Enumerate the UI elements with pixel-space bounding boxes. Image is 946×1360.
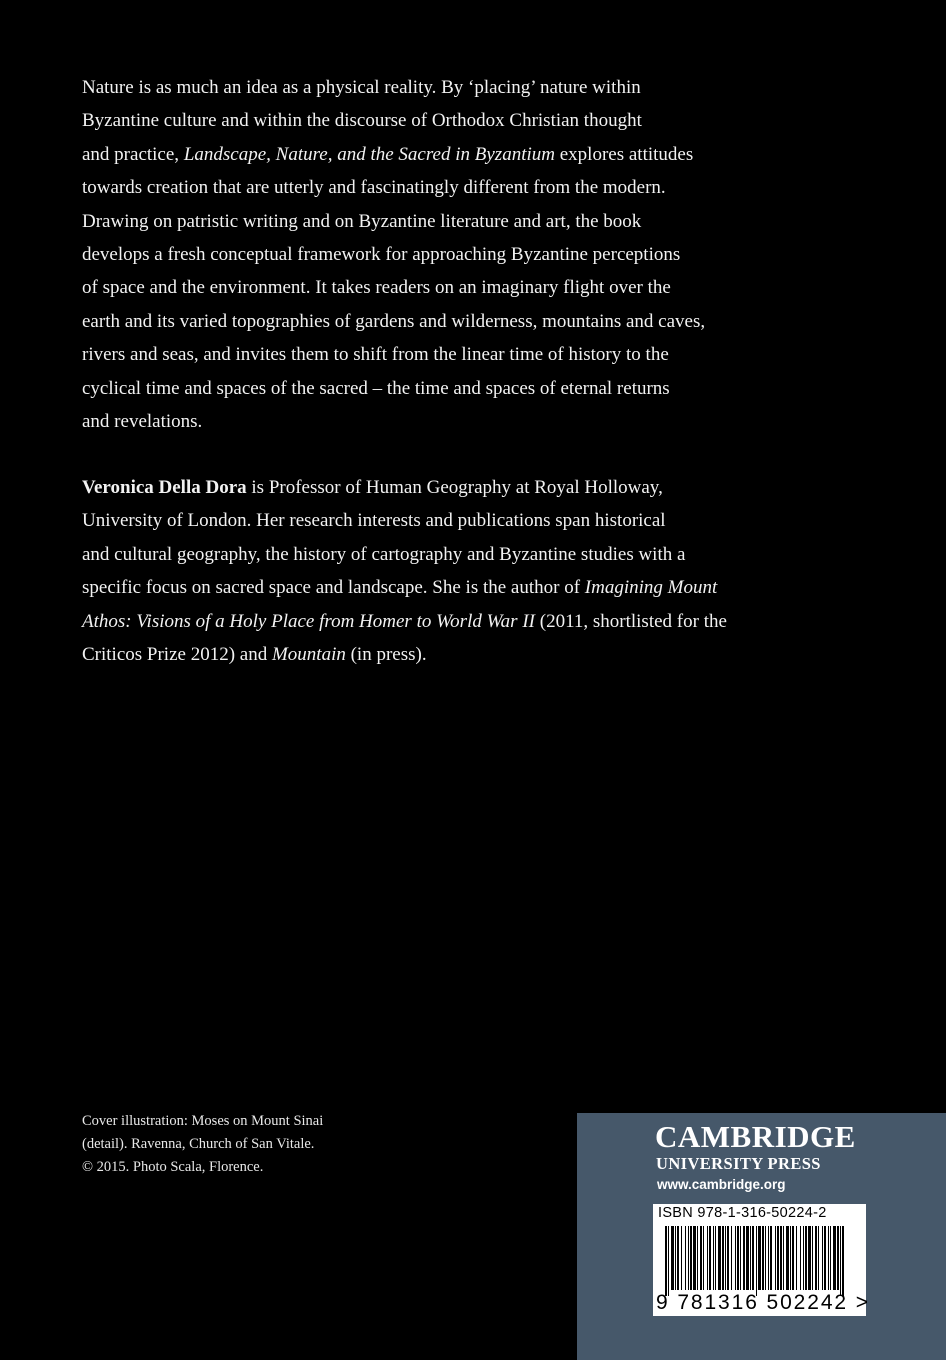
- barcode-bar: [815, 1226, 817, 1290]
- credit-line: (detail). Ravenna, Church of San Vitale.: [82, 1136, 315, 1152]
- barcode-bar: [770, 1226, 772, 1290]
- publisher-subtitle: UNIVERSITY PRESS: [656, 1154, 821, 1173]
- barcode-bar: [668, 1226, 669, 1296]
- barcode-bar: [690, 1226, 692, 1290]
- barcode-bar: [752, 1226, 754, 1290]
- barcode-bar: [812, 1226, 813, 1290]
- publisher-url: www.cambridge.org: [657, 1177, 786, 1192]
- bio-line: [82, 471, 812, 504]
- blurb-line: towards creation that are utterly and fascinatingly different from the modern.: [82, 177, 666, 199]
- barcode-bar: [792, 1226, 794, 1290]
- barcode-bar: [713, 1226, 714, 1290]
- bio-text: specific focus on sacred space and landscape. She is the author of: [82, 577, 585, 599]
- blurb-line: develops a fresh conceptual framework for approaching Byzantine perceptions: [82, 244, 681, 266]
- blurb-line: Byzantine culture and within the discourse of Orthodox Christian thought: [82, 110, 642, 132]
- barcode-bar: [685, 1226, 686, 1290]
- barcode-bar: [790, 1226, 791, 1290]
- barcode-bar: [746, 1226, 749, 1290]
- bio-line: [82, 571, 812, 604]
- barcode-bar: [756, 1226, 757, 1296]
- bio-line: and cultural geography, the history of cartography and Byzantine studies with a: [82, 543, 686, 565]
- author-name: Veronica Della Dora: [82, 477, 247, 498]
- barcode-bar: [709, 1226, 711, 1290]
- barcode-bar: [822, 1226, 823, 1290]
- blurb-line: Nature is as much an idea as a physical reality. By ‘placing’ nature within: [82, 77, 641, 98]
- barcode-bar: [735, 1226, 736, 1290]
- barcode-bar: [777, 1226, 779, 1290]
- barcode-bar: [842, 1226, 844, 1296]
- blurb-line: [82, 138, 812, 171]
- barcode-bar: [671, 1226, 674, 1290]
- blurb-line: rivers and seas, and invites them to shift from the linear time of history to the: [82, 344, 669, 366]
- bio-text: is Professor of Human Geography at Royal Holloway,: [246, 477, 663, 498]
- barcode-bar: [725, 1226, 726, 1290]
- barcode-bar: [688, 1226, 689, 1290]
- barcode-bar: [700, 1226, 702, 1290]
- barcode-bar: [727, 1226, 729, 1290]
- barcode-bar: [677, 1226, 679, 1290]
- barcode-digits: 9 781316 502242 >: [656, 1291, 870, 1314]
- book-blurb: [82, 71, 812, 438]
- cover-illustration-credit: [82, 1110, 412, 1179]
- barcode-bar: [786, 1226, 789, 1290]
- author-bio: [82, 471, 812, 671]
- barcode-bar: [833, 1226, 836, 1290]
- barcode-bar: [775, 1226, 776, 1290]
- barcode-bar: [840, 1226, 841, 1296]
- blurb-text: explores attitudes: [554, 143, 694, 165]
- barcode-bar: [828, 1226, 829, 1290]
- barcode-bar: [818, 1226, 819, 1290]
- bio-text: (in press).: [345, 644, 427, 666]
- barcode-bar: [715, 1226, 716, 1290]
- barcode-bar: [780, 1226, 782, 1290]
- barcode-bar: [808, 1226, 811, 1290]
- barcode-bar: [740, 1226, 741, 1290]
- barcode-bar: [824, 1226, 826, 1290]
- blurb-line: Drawing on patristic writing and on Byzantine literature and art, the book: [82, 210, 642, 232]
- book-title-italic: Athos: Visions of a Holy Place from Homer to World War II: [82, 610, 535, 632]
- book-title-italic: Landscape, Nature, and the Sacred in Byzantium: [183, 143, 555, 165]
- book-title-italic: Imagining Mount: [584, 577, 718, 599]
- bio-line: [82, 605, 812, 638]
- barcode-bar: [765, 1226, 766, 1290]
- barcode-bar: [743, 1226, 745, 1290]
- barcode-bar: [800, 1226, 801, 1290]
- barcode-bar: [722, 1226, 724, 1290]
- barcode-bar: [750, 1226, 751, 1290]
- credit-line: Cover illustration: Moses on Mount Sinai: [82, 1113, 324, 1129]
- barcode-bar: [731, 1226, 732, 1290]
- barcode-bar: [837, 1226, 839, 1290]
- bio-line: [82, 638, 812, 671]
- barcode-bar: [783, 1226, 784, 1290]
- barcode-bar: [796, 1226, 797, 1290]
- bio-text: (2011, shortlisted for the: [535, 610, 727, 632]
- book-title-italic: Mountain: [271, 644, 346, 666]
- blurb-text: and practice,: [82, 143, 184, 165]
- credit-line: © 2015. Photo Scala, Florence.: [82, 1159, 264, 1175]
- isbn-barcode: [653, 1204, 870, 1316]
- bio-line: University of London. Her research interests and publications span historical: [82, 510, 666, 532]
- blurb-line: earth and its varied topographies of gardens and wilderness, mountains and caves,: [82, 310, 706, 332]
- barcode-bar: [805, 1226, 807, 1290]
- blurb-line: cyclical time and spaces of the sacred – the time and spaces of eternal returns: [82, 377, 670, 399]
- barcode-bar: [707, 1226, 708, 1290]
- barcode-bar: [675, 1226, 676, 1290]
- isbn-label: ISBN 978-1-316-50224-2: [658, 1205, 827, 1221]
- barcode-bar: [681, 1226, 682, 1290]
- barcode-bar: [803, 1226, 804, 1290]
- barcode-bar: [703, 1226, 704, 1290]
- bio-text: Criticos Prize 2012) and: [82, 644, 272, 666]
- barcode-bar: [693, 1226, 696, 1290]
- barcode-bar: [697, 1226, 698, 1290]
- barcode-bar: [758, 1226, 761, 1290]
- barcode-bar: [665, 1226, 667, 1296]
- publisher-logo: CAMBRIDGE: [655, 1119, 856, 1154]
- barcode-bar: [768, 1226, 769, 1290]
- blurb-line: and revelations.: [82, 411, 203, 433]
- barcode-bar: [718, 1226, 721, 1290]
- barcode-bar: [830, 1226, 831, 1290]
- barcode-bar: [737, 1226, 739, 1290]
- blurb-line: of space and the environment. It takes readers on an imaginary flight over the: [82, 277, 671, 299]
- barcode-bar: [762, 1226, 764, 1290]
